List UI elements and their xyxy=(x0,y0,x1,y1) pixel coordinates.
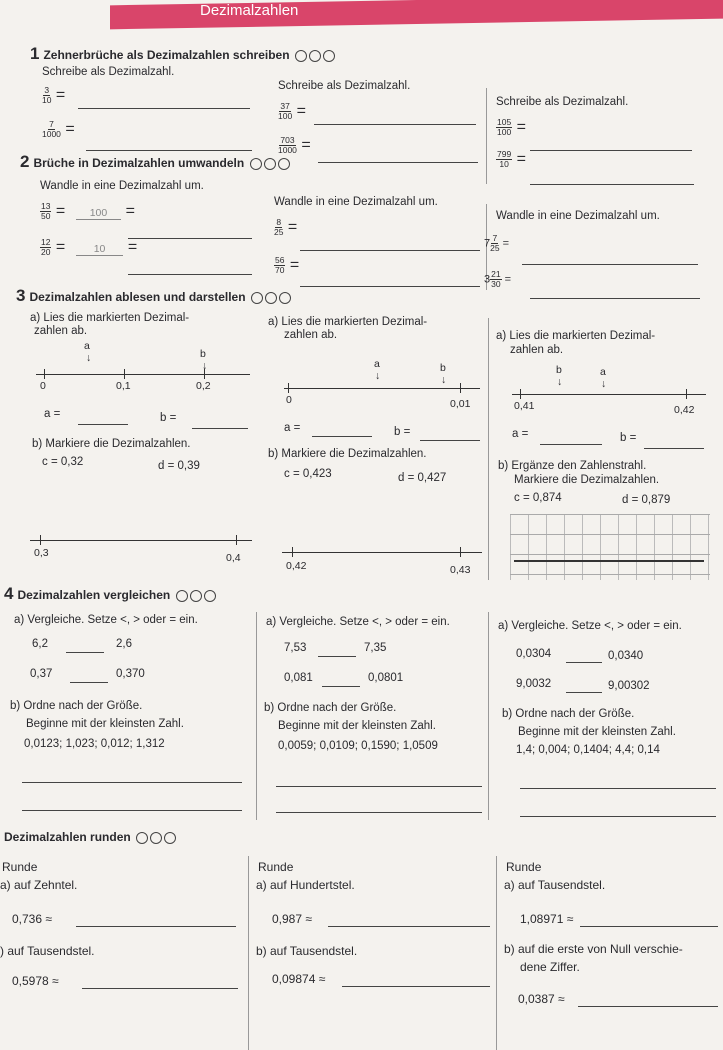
s3-col3-b-label: b) Ergänze den Zahlenstrahl. xyxy=(498,460,647,472)
s2-col2-label: Wandle in eine Dezimalzahl um. xyxy=(274,196,438,208)
tick xyxy=(40,535,41,545)
number-line xyxy=(36,374,250,375)
compare-left: 0,081 xyxy=(284,672,313,684)
s5-col1-b-value: 0,5978 ≈ xyxy=(12,974,59,988)
axis-label: 0,1 xyxy=(116,380,131,392)
smiley-sad-icon[interactable] xyxy=(176,590,188,602)
s1-col2-label: Schreibe als Dezimalzahl. xyxy=(278,80,411,92)
s1-col2-frac2: $\frac{703}{1000}$ = xyxy=(278,135,311,155)
value-d: d = 0,879 xyxy=(622,494,671,506)
compare-left: 0,37 xyxy=(30,668,53,680)
section-title-text: Dezimalzahlen vergleichen xyxy=(17,588,171,602)
number-line[interactable] xyxy=(282,552,482,553)
number-list: 0,0059; 0,0109; 0,1590; 1,0509 xyxy=(278,740,438,752)
answer-line[interactable] xyxy=(566,692,602,693)
answer-line[interactable] xyxy=(522,264,698,265)
s2-col1-label: Wandle in eine Dezimalzahl um. xyxy=(40,180,204,192)
s1-col1-label: Schreibe als Dezimalzahl. xyxy=(42,66,175,78)
s4-col2-b: b) Ordne nach der Größe. xyxy=(264,702,397,714)
answer-line[interactable] xyxy=(318,656,356,657)
axis-label: 0,41 xyxy=(514,400,535,412)
section-2-title xyxy=(20,152,290,172)
compare-right: 0,370 xyxy=(116,668,145,680)
answer-line[interactable] xyxy=(578,1006,718,1007)
smiley-happy-icon[interactable] xyxy=(279,292,291,304)
answer-line[interactable] xyxy=(86,150,252,151)
s4-col3-b2: Beginne mit der kleinsten Zahl. xyxy=(518,726,676,738)
s3-col3-b-label2: Markiere die Dezimalzahlen. xyxy=(514,474,660,486)
axis-label: 0,2 xyxy=(196,380,211,392)
s3-col1-a-label: a) Lies die markierten Dezimal- xyxy=(30,312,190,324)
number-list: 0,0123; 1,023; 0,012; 1,312 xyxy=(24,738,165,750)
answer-line[interactable] xyxy=(300,286,480,287)
answer-line[interactable] xyxy=(314,124,476,125)
grid-area[interactable] xyxy=(510,514,710,580)
answer-b-label: b = xyxy=(160,412,177,424)
s5-col3-b: b) auf die erste von Null verschie- xyxy=(504,942,683,956)
marker-label: b xyxy=(200,348,206,360)
column-divider xyxy=(488,612,489,820)
section-1-title xyxy=(30,44,335,64)
column-divider xyxy=(248,856,249,1050)
tick xyxy=(460,547,461,557)
axis-label: 0,01 xyxy=(450,398,471,410)
value-d: d = 0,427 xyxy=(398,472,447,484)
number-list: 1,4; 0,004; 0,1404; 4,4; 0,14 xyxy=(516,744,660,756)
tick xyxy=(520,389,521,399)
answer-line[interactable] xyxy=(566,662,602,663)
column-divider xyxy=(496,856,497,1050)
s5-col1-a-value: 0,736 ≈ xyxy=(12,912,52,926)
s5-col2-heading: Runde xyxy=(258,860,294,874)
value-c: c = 0,423 xyxy=(284,468,332,480)
answer-line[interactable] xyxy=(276,786,482,787)
smiley-sad-icon[interactable] xyxy=(251,292,263,304)
arrow-down-icon: ↓ xyxy=(441,374,447,386)
s1-col3-frac2: $\frac{799}{10}$ = xyxy=(497,149,526,169)
answer-line[interactable] xyxy=(312,436,372,437)
smiley-happy-icon[interactable] xyxy=(323,50,335,62)
answer-a-label: a = xyxy=(284,422,301,434)
compare-left: 7,53 xyxy=(284,642,307,654)
answer-line[interactable] xyxy=(644,448,704,449)
s5-col3-b-value: 0,0387 ≈ xyxy=(518,992,565,1006)
section-5-title xyxy=(4,830,176,844)
number-line[interactable] xyxy=(30,540,252,541)
answer-line[interactable] xyxy=(530,150,692,151)
s5-col2-b-value: 0,09874 ≈ xyxy=(272,972,326,986)
answer-a-label: a = xyxy=(512,428,529,440)
compare-left: 6,2 xyxy=(32,638,48,650)
number-line xyxy=(512,394,706,395)
smiley-happy-icon[interactable] xyxy=(164,832,176,844)
answer-line[interactable] xyxy=(328,926,490,927)
s3-col2-a-label: a) Lies die markierten Dezimal- xyxy=(268,316,428,328)
s3-col2-a-label2: zahlen ab. xyxy=(284,329,338,341)
answer-line[interactable] xyxy=(530,298,700,299)
s1-col3-label: Schreibe als Dezimalzahl. xyxy=(496,96,629,108)
compare-right: 0,0801 xyxy=(368,672,404,684)
s5-col2-a-value: 0,987 ≈ xyxy=(272,912,312,926)
answer-line[interactable] xyxy=(276,812,482,813)
answer-line[interactable] xyxy=(540,444,602,445)
axis-label: 0 xyxy=(40,380,46,392)
section-number: 1 xyxy=(30,44,40,63)
compare-left: 0,0304 xyxy=(516,648,552,660)
s4-col3-b: b) Ordne nach der Größe. xyxy=(502,708,635,720)
s5-col3-a: a) auf Tausendstel. xyxy=(504,878,606,892)
answer-line[interactable] xyxy=(66,652,104,653)
s4-col3-a: a) Vergleiche. Setze <, > oder = ein. xyxy=(498,620,682,632)
s5-col3-b2: dene Ziffer. xyxy=(520,960,580,974)
s5-col1-heading: Runde xyxy=(2,860,38,874)
section-number: 4 xyxy=(4,584,14,603)
answer-line[interactable] xyxy=(70,682,108,683)
axis-label: 0,3 xyxy=(34,547,49,559)
answer-line[interactable] xyxy=(322,686,360,687)
s4-col1-b: b) Ordne nach der Größe. xyxy=(10,700,143,712)
s3-col3-a-label: a) Lies die markierten Dezimal- xyxy=(496,330,656,342)
s1-col1-frac1: $\frac{3}{10}$ = xyxy=(42,85,66,105)
marker-label: a xyxy=(600,366,606,378)
s3-col3-a-label2: zahlen ab. xyxy=(510,344,564,356)
answer-line[interactable] xyxy=(76,926,236,927)
smiley-sad-icon[interactable] xyxy=(136,832,148,844)
compare-right: 9,00302 xyxy=(608,680,650,692)
s2-col3-frac2: 3 $\frac{21}{30}$ = xyxy=(484,269,512,289)
answer-line[interactable] xyxy=(78,424,128,425)
s3-col1-a-label2: zahlen ab. xyxy=(34,325,88,337)
section-4-title xyxy=(4,584,216,604)
marker-label: a xyxy=(84,340,90,352)
tick xyxy=(124,369,125,379)
smiley-neutral-icon[interactable] xyxy=(190,590,202,602)
answer-a-label: a = xyxy=(44,408,61,420)
axis-label: 0,4 xyxy=(226,552,241,564)
answer-line[interactable] xyxy=(318,162,478,163)
answer-line[interactable] xyxy=(520,788,716,789)
answer-line[interactable] xyxy=(128,238,252,239)
s2-col3-frac1: 7 $\frac{7}{25}$ = xyxy=(484,233,510,253)
answer-line[interactable] xyxy=(300,250,480,251)
tick xyxy=(236,535,237,545)
answer-line[interactable] xyxy=(78,108,250,109)
s4-col2-a: a) Vergleiche. Setze <, > oder = ein. xyxy=(266,616,450,628)
arrow-down-icon: ↓ xyxy=(202,360,208,372)
smiley-sad-icon[interactable] xyxy=(250,158,262,170)
s5-col2-a: a) auf Hundertstel. xyxy=(256,878,355,892)
s5-col1-a: a) auf Zehntel. xyxy=(0,878,78,892)
s1-col3-frac1: $\frac{105}{100}$ = xyxy=(497,117,526,137)
axis-label: 0 xyxy=(286,394,292,406)
tick xyxy=(460,383,461,393)
section-title-text: Dezimalzahlen ablesen und darstellen xyxy=(29,290,246,304)
answer-line[interactable] xyxy=(128,274,252,275)
marker-label: b xyxy=(440,362,446,374)
answer-line[interactable] xyxy=(192,428,248,429)
smiley-happy-icon[interactable] xyxy=(204,590,216,602)
s1-col1-frac2: $\frac{7}{1000}$ = xyxy=(42,119,75,139)
number-line xyxy=(284,388,480,389)
marker-label: b xyxy=(556,364,562,376)
axis-label: 0,43 xyxy=(450,564,471,576)
tick xyxy=(288,383,289,393)
smiley-neutral-icon[interactable] xyxy=(265,292,277,304)
s3-col2-b-label: b) Markiere die Dezimalzahlen. xyxy=(268,448,427,460)
s5-col2-b: b) auf Tausendstel. xyxy=(256,944,358,958)
marker-label: a xyxy=(374,358,380,370)
section-title-text: Brüche in Dezimalzahlen umwandeln xyxy=(33,156,245,170)
answer-line[interactable] xyxy=(22,810,242,811)
tick xyxy=(292,547,293,557)
section-number: 2 xyxy=(20,152,30,171)
arrow-down-icon: ↓ xyxy=(86,352,92,364)
column-divider xyxy=(256,612,257,820)
tick xyxy=(686,389,687,399)
s2-col2-frac1: $\frac{8}{25}$ = xyxy=(274,217,298,237)
s2-col1-frac1: $\frac{13}{50}$ = 100 = xyxy=(41,201,136,221)
arrow-down-icon: ↓ xyxy=(375,370,381,382)
s2-col1-frac2: $\frac{12}{20}$ = 10 = xyxy=(41,237,138,257)
section-number: 3 xyxy=(16,286,26,305)
s4-col1-b2: Beginne mit der kleinsten Zahl. xyxy=(26,718,184,730)
s5-col3-heading: Runde xyxy=(506,860,542,874)
s5-col3-a-value: 1,08971 ≈ xyxy=(520,912,574,926)
section-title-text: Zehnerbrüche als Dezimalzahlen schreiben xyxy=(43,48,290,62)
smiley-neutral-icon[interactable] xyxy=(150,832,162,844)
s1-col2-frac1: $\frac{37}{100}$ = xyxy=(278,101,306,121)
answer-line[interactable] xyxy=(420,440,480,441)
section-3-title xyxy=(16,286,291,306)
smiley-neutral-icon[interactable] xyxy=(264,158,276,170)
arrow-down-icon: ↓ xyxy=(601,378,607,390)
answer-line[interactable] xyxy=(580,926,718,927)
smiley-sad-icon[interactable] xyxy=(295,50,307,62)
value-d: d = 0,39 xyxy=(158,460,200,472)
answer-line[interactable] xyxy=(22,782,242,783)
axis-label: 0,42 xyxy=(674,404,695,416)
answer-line[interactable] xyxy=(82,988,238,989)
smiley-happy-icon[interactable] xyxy=(278,158,290,170)
page-title: Dezimalzahlen xyxy=(200,2,299,19)
column-divider xyxy=(486,88,487,184)
answer-line[interactable] xyxy=(342,986,490,987)
column-divider xyxy=(488,318,489,580)
arrow-down-icon: ↓ xyxy=(557,376,563,388)
compare-left: 9,0032 xyxy=(516,678,552,690)
s5-col1-b: ) auf Tausendstel. xyxy=(0,944,95,958)
number-line[interactable] xyxy=(514,560,704,562)
s4-col2-b2: Beginne mit der kleinsten Zahl. xyxy=(278,720,436,732)
compare-right: 7,35 xyxy=(364,642,387,654)
s4-col1-a: a) Vergleiche. Setze <, > oder = ein. xyxy=(14,614,198,626)
value-c: c = 0,32 xyxy=(42,456,84,468)
header-banner xyxy=(0,0,723,30)
answer-line[interactable] xyxy=(530,184,694,185)
tick xyxy=(44,369,45,379)
answer-line[interactable] xyxy=(520,816,716,817)
value-c: c = 0,874 xyxy=(514,492,562,504)
answer-b-label: b = xyxy=(620,432,637,444)
compare-right: 0,0340 xyxy=(608,650,644,662)
smiley-neutral-icon[interactable] xyxy=(309,50,321,62)
answer-b-label: b = xyxy=(394,426,411,438)
section-title-text: Dezimalzahlen runden xyxy=(4,830,131,844)
s2-col2-frac2: $\frac{56}{70}$ = xyxy=(275,255,300,275)
compare-right: 2,6 xyxy=(116,638,132,650)
axis-label: 0,42 xyxy=(286,560,307,572)
s2-col3-label: Wandle in eine Dezimalzahl um. xyxy=(496,210,660,222)
tick xyxy=(204,369,205,379)
s3-col1-b-label: b) Markiere die Dezimalzahlen. xyxy=(32,438,191,450)
